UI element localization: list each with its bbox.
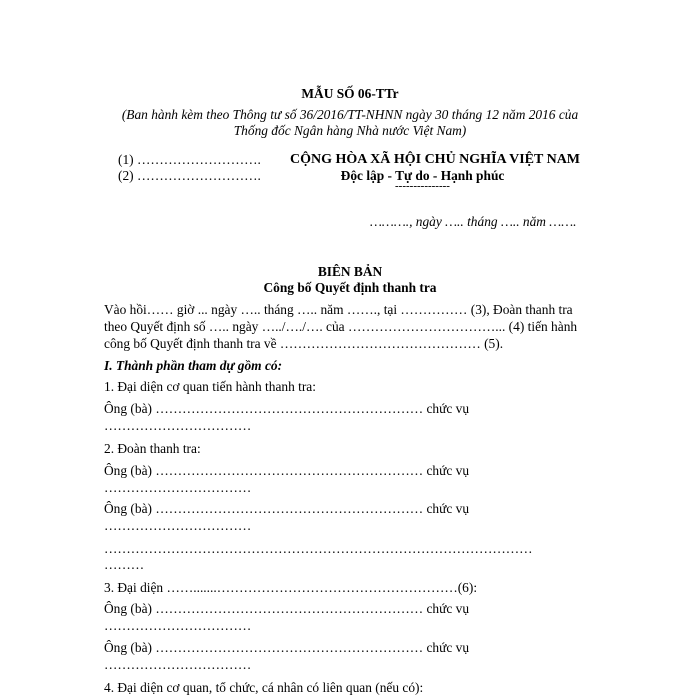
position-continuation: ……………………………	[104, 518, 252, 533]
person-line: Ông (bà) …………………………………………………… chức vụ	[104, 463, 470, 478]
national-motto: Độc lập - Tự do - Hạnh phúc	[340, 168, 505, 183]
blank-dotted-line-end: ………	[104, 557, 145, 572]
section-1-item-4: 4. Đại diện cơ quan, tổ chức, cá nhân có liên quan (nếu có):	[104, 680, 424, 695]
form-code: MẪU SỐ 06-TTr	[301, 86, 399, 101]
blank-dotted-line: ……………………………………………………………………………………	[104, 541, 533, 556]
person-line: Ông (bà) …………………………………………………… chức vụ	[104, 601, 470, 616]
person-line: Ông (bà) …………………………………………………… chức vụ	[104, 640, 470, 655]
motto-divider: ---------------	[395, 180, 450, 192]
document-subtitle: Công bố Quyết định thanh tra	[263, 280, 437, 295]
issued-note-line-2: Thống đốc Ngân hàng Nhà nước Việt Nam)	[233, 123, 467, 138]
agency-field-2: (2) ……………………….	[118, 168, 261, 183]
person-line: Ông (bà) …………………………………………………… chức vụ	[104, 401, 470, 416]
agency-field-1: (1) ……………………….	[118, 152, 261, 167]
section-1-item-1: 1. Đại diện cơ quan tiến hành thanh tra:	[104, 379, 316, 394]
position-continuation: ……………………………	[104, 618, 252, 633]
position-continuation: ……………………………	[104, 657, 252, 672]
section-1-item-2: 2. Đoàn thanh tra:	[104, 441, 201, 456]
intro-line-1: Vào hồi…… giờ ... ngày ….. tháng ….. năm ……., tại …………… (3), Đoàn thanh tra	[104, 302, 573, 317]
issued-note-line-1: (Ban hành kèm theo Thông tư số 36/2016/TT-NHNN ngày 30 tháng 12 năm 2016 của	[121, 107, 579, 122]
section-1-heading: I. Thành phần tham dự gồm có:	[104, 358, 283, 373]
intro-line-3: công bố Quyết định thanh tra về ……………………………………… (5).	[104, 336, 504, 351]
section-1-item-3: 3. Đại diện …….......………………………………………………(6):	[104, 580, 478, 595]
national-title: CỘNG HÒA XÃ HỘI CHỦ NGHĨA VIỆT NAM	[290, 152, 581, 167]
date-line: ………., ngày ….. tháng ….. năm …….	[370, 214, 577, 229]
intro-line-2: theo Quyết định số ….. ngày …../…./…. của ……………………………... (4) tiến hành	[104, 319, 578, 334]
position-continuation: ……………………………	[104, 418, 252, 433]
person-line: Ông (bà) …………………………………………………… chức vụ	[104, 501, 470, 516]
position-continuation: ……………………………	[104, 480, 252, 495]
document-title: BIÊN BẢN	[317, 264, 383, 279]
